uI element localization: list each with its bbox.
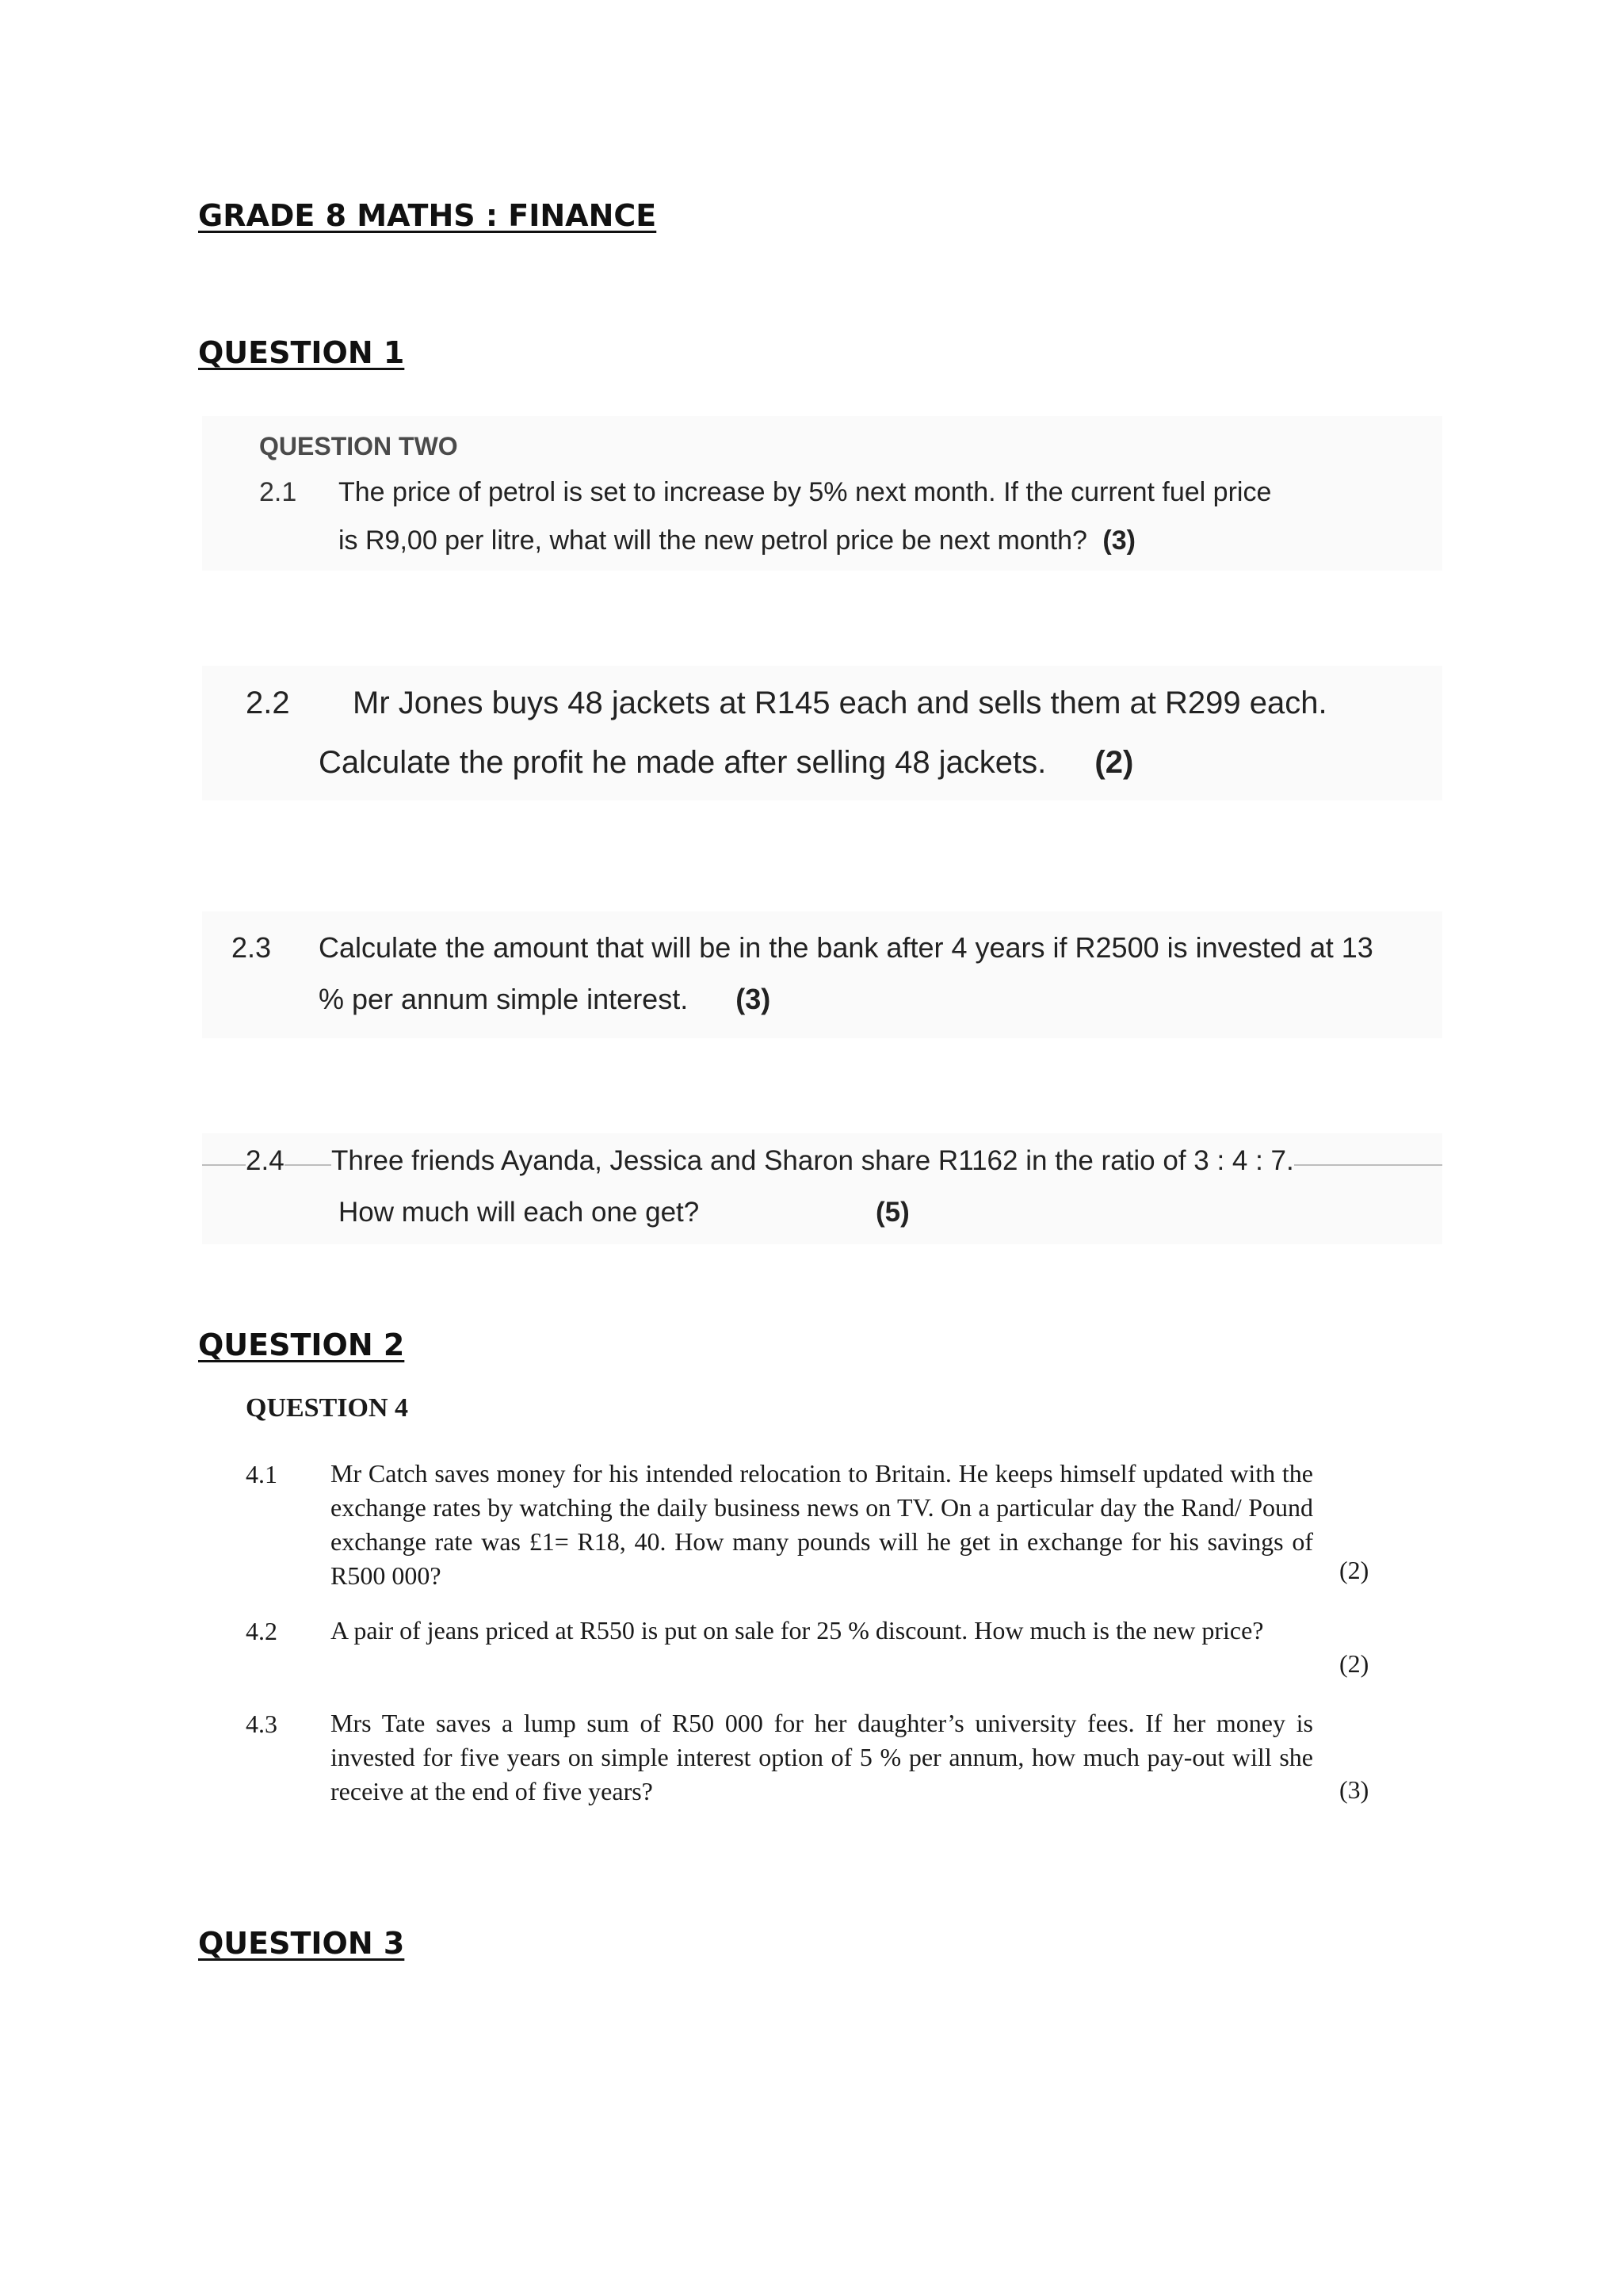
item-text: Mrs Tate saves a lump sum of R50 000 for her daughter’s university fees. If her money is invested for five years on simple interest option of 5 % per annum, how much pay-out will she receive at the end of five years? (330, 1709, 1313, 1805)
item-text-line: How much will each one get? (338, 1197, 700, 1228)
question-3-heading: QUESTION 3 (198, 1926, 405, 1961)
question-two-title: QUESTION TWO (259, 432, 458, 460)
item-text-line: Three friends Ayanda, Jessica and Sharon share R1162 in the ratio of 3 : 4 : 7. (331, 1145, 1294, 1176)
item-number: 4.2 (246, 1617, 277, 1645)
question-1-heading: QUESTION 1 (198, 335, 405, 370)
item-number: 2.4 (246, 1145, 285, 1176)
item-text-line: % per annum simple interest. (3) (319, 983, 771, 1015)
item-number: 4.3 (246, 1710, 277, 1738)
item-number: 2.3 (231, 931, 272, 964)
item-text-line: is R9,00 per litre, what will the new petrol price be next month? (3) (338, 525, 1136, 556)
page-title: GRADE 8 MATHS : FINANCE (198, 198, 657, 233)
item-number: 2.2 (246, 686, 290, 720)
item-text-line: The price of petrol is set to increase by 5% next month. If the current fuel price (338, 477, 1272, 507)
item-mark: (3) (735, 983, 771, 1015)
item-text-line: Calculate the amount that will be in the bank after 4 years if R2500 is invested at 13 (319, 931, 1373, 964)
item-mark: (5) (876, 1197, 910, 1228)
item-mark: (3) (1102, 525, 1136, 556)
item-mark: (2) (1339, 1649, 1369, 1678)
item-mark: (3) (1339, 1775, 1369, 1804)
question-four-title: QUESTION 4 (246, 1393, 408, 1423)
item-text: A pair of jeans priced at R550 is put on sale for 25 % discount. How much is the new price? (330, 1616, 1264, 1645)
item-text: Mr Catch saves money for his intended relocation to Britain. He keeps himself updated with the exchange rates by watching the daily business news on TV. On a particular day the Rand/ Pound exchange rate was £1= R18, 40. How many pounds will he get in exchange for his savings of R500 000? (330, 1459, 1313, 1590)
question-2-heading: QUESTION 2 (198, 1328, 405, 1362)
item-mark: (2) (1094, 745, 1134, 780)
item-text-line: Calculate the profit he made after selling 48 jackets. (2) (319, 745, 1134, 780)
item-text-line: Mr Jones buys 48 jackets at R145 each and sells them at R299 each. (353, 686, 1327, 720)
item-number: 4.1 (246, 1460, 277, 1488)
item-mark: (2) (1339, 1556, 1369, 1584)
item-number: 2.1 (259, 477, 297, 507)
